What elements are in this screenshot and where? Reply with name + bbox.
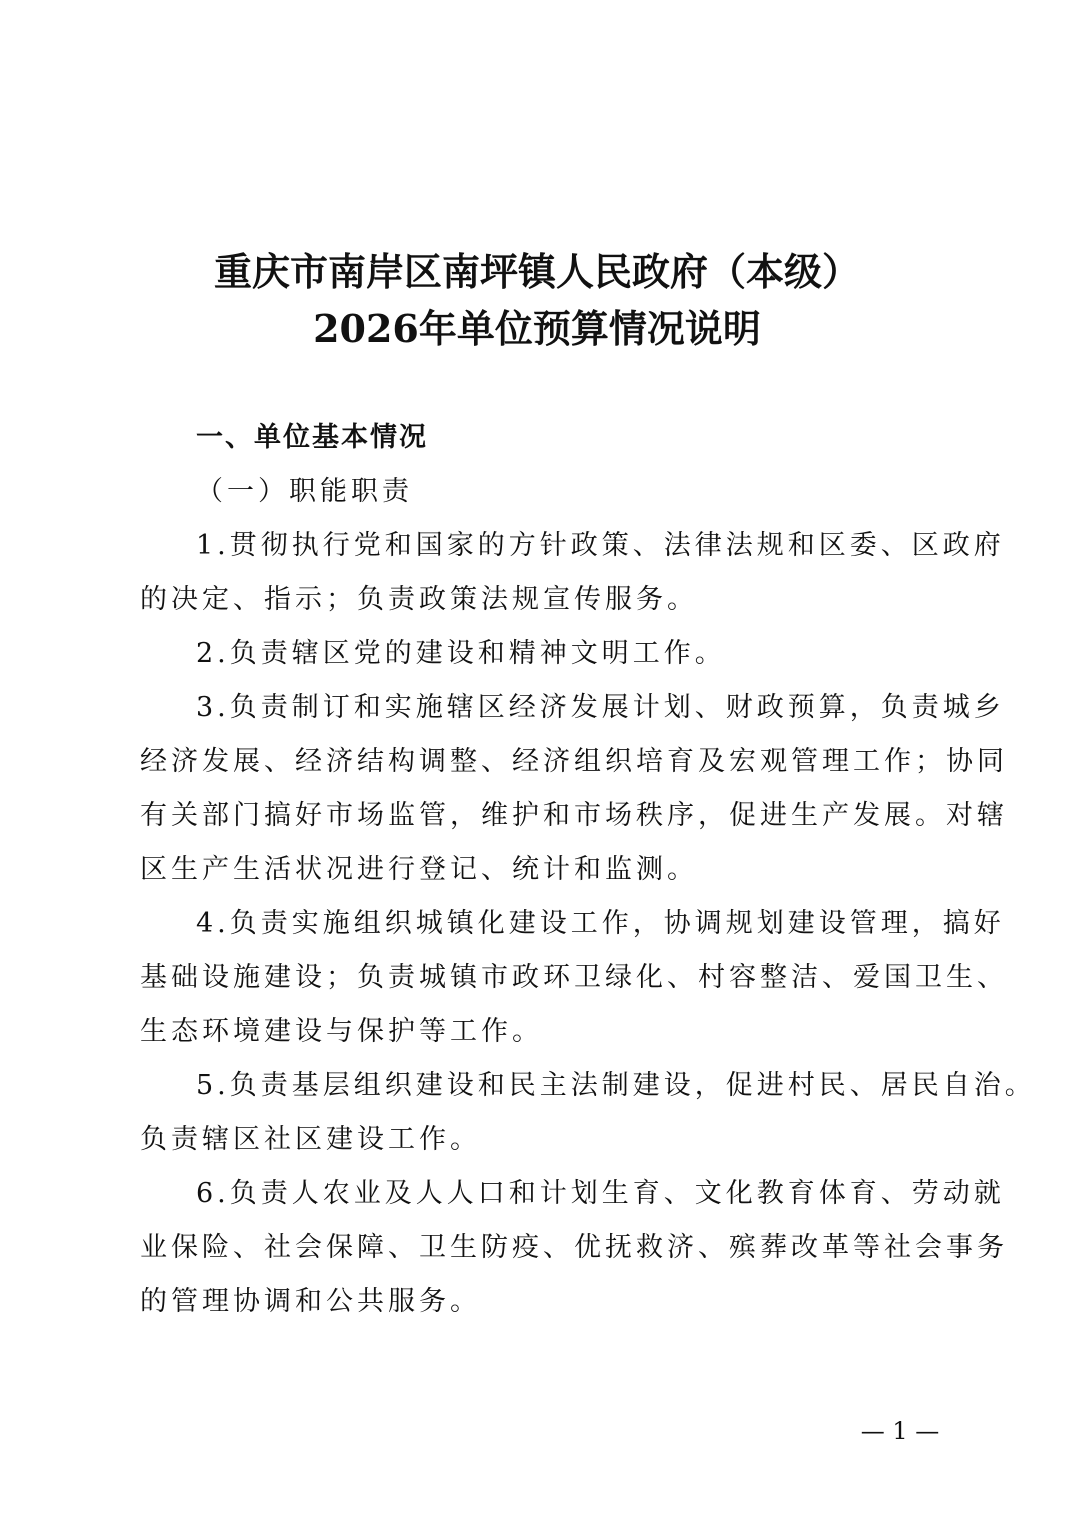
paragraph-line: 5.负责基层组织建设和民主法制建设，促进村民、居民自治。 bbox=[196, 1070, 1036, 1101]
subsection-heading: （一）职能职责 bbox=[196, 476, 413, 507]
paragraph-line: 生态环境建设与保护等工作。 bbox=[140, 1016, 543, 1047]
paragraph-line: 经济发展、经济结构调整、经济组织培育及宏观管理工作；协同 bbox=[140, 746, 1008, 777]
paragraph-line: 的管理协调和公共服务。 bbox=[140, 1286, 481, 1317]
paragraph-line: 3.负责制订和实施辖区经济发展计划、财政预算，负责城乡 bbox=[196, 692, 1005, 723]
document-title-line-2: 2026年单位预算情况说明 bbox=[313, 306, 761, 351]
paragraph-line: 有关部门搞好市场监管，维护和市场秩序，促进生产发展。对辖 bbox=[140, 800, 1008, 831]
paragraph-line: 基础设施建设；负责城镇市政环卫绿化、村容整洁、爱国卫生、 bbox=[140, 962, 1008, 993]
paragraph-line: 6.负责人农业及人人口和计划生育、文化教育体育、劳动就 bbox=[196, 1178, 1005, 1209]
paragraph-line: 1.贯彻执行党和国家的方针政策、法律法规和区委、区政府 bbox=[196, 530, 1005, 561]
paragraph-line: 区生产生活状况进行登记、统计和监测。 bbox=[140, 854, 698, 885]
paragraph-line: 4.负责实施组织城镇化建设工作，协调规划建设管理，搞好 bbox=[196, 908, 1005, 939]
paragraph-line: 业保险、社会保障、卫生防疫、优抚救济、殡葬改革等社会事务 bbox=[140, 1232, 1008, 1263]
page-number: — 1 — bbox=[860, 1417, 940, 1445]
paragraph-line: 负责辖区社区建设工作。 bbox=[140, 1124, 481, 1155]
paragraph-line: 2.负责辖区党的建设和精神文明工作。 bbox=[196, 638, 726, 669]
paragraph-line: 的决定、指示；负责政策法规宣传服务。 bbox=[140, 584, 698, 615]
document-title-line-1: 重庆市南岸区南坪镇人民政府（本级） bbox=[213, 249, 860, 294]
section-heading: 一、单位基本情况 bbox=[196, 422, 428, 453]
